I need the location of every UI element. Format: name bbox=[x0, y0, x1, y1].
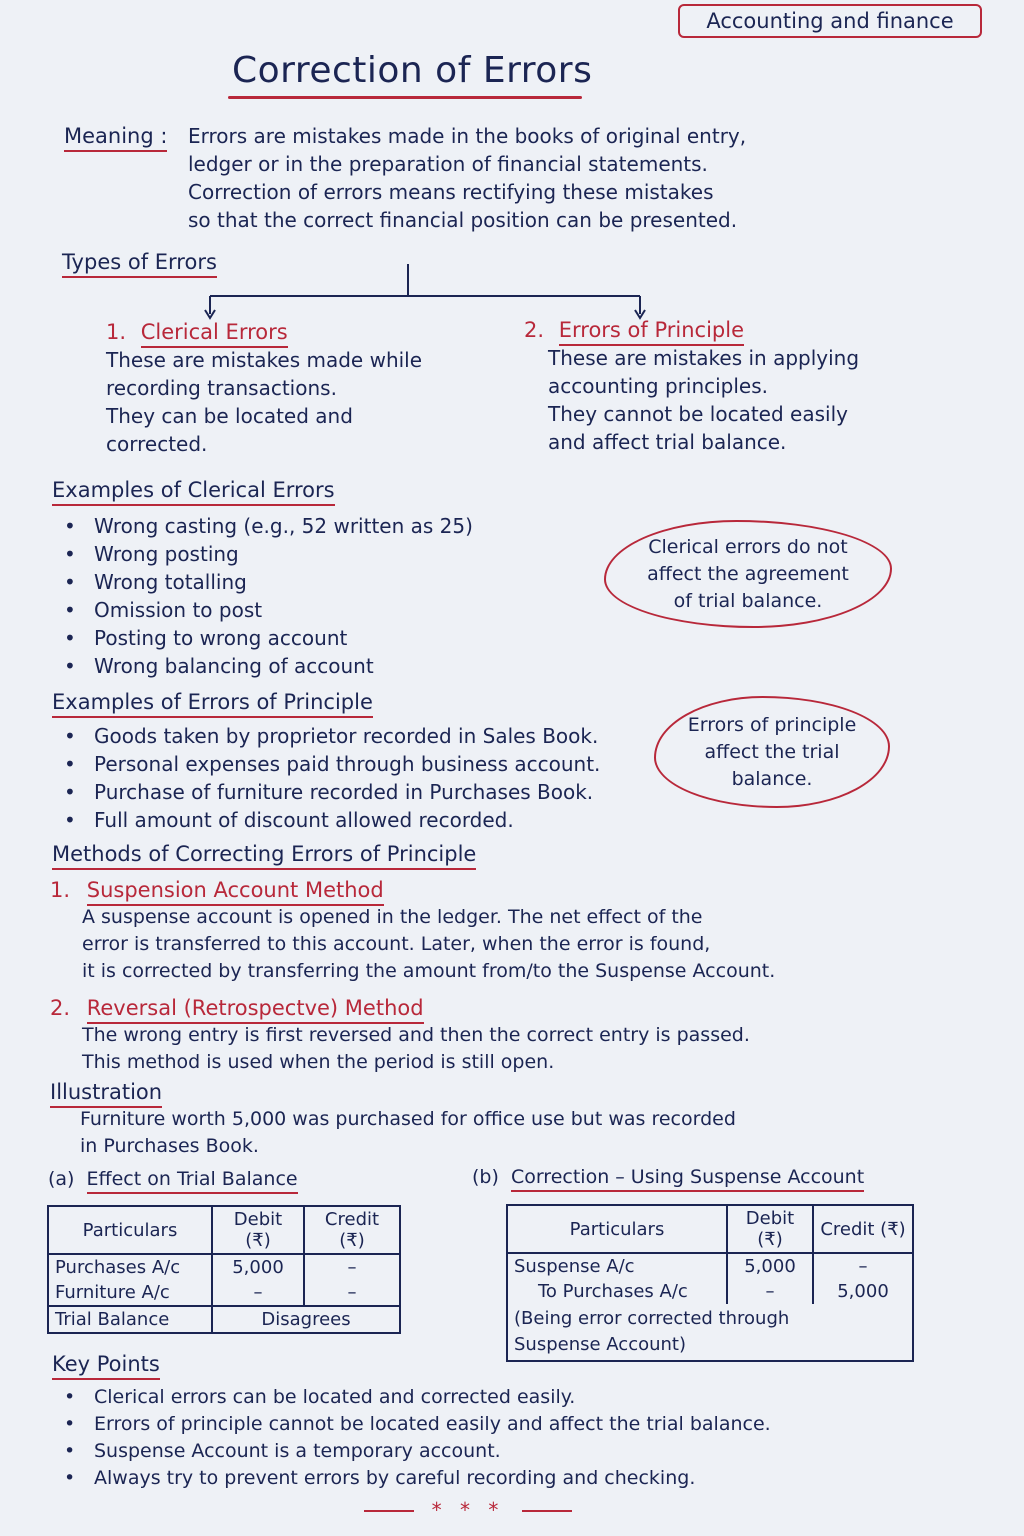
table-row bbox=[507, 1253, 913, 1279]
principle-line: and affect trial balance. bbox=[548, 430, 787, 454]
meaning-line: so that the correct financial position can be presented. bbox=[188, 208, 738, 232]
illustration-line: in Purchases Book. bbox=[80, 1135, 259, 1157]
list-item: • Clerical errors can be located and corrected easily. bbox=[52, 1384, 771, 1411]
list-item: • Omission to post bbox=[52, 596, 473, 624]
meaning-line: Correction of errors means rectifying these mistakes bbox=[188, 180, 714, 204]
table-a-prefix: (a) bbox=[48, 1168, 75, 1190]
principle-description bbox=[548, 344, 859, 456]
clerical-number: 1. bbox=[106, 320, 127, 344]
clerical-examples-heading bbox=[52, 478, 335, 502]
list-item: • Wrong balancing of account bbox=[52, 652, 473, 680]
trial-balance-table bbox=[47, 1205, 401, 1334]
meaning-line: Errors are mistakes made in the books of original entry, bbox=[188, 124, 747, 148]
table-cell: To Purchases A/c bbox=[507, 1279, 727, 1304]
title-underline bbox=[228, 96, 582, 99]
method-suspense bbox=[50, 878, 775, 985]
method-line: error is transferred to this account. Later, when the error is found, bbox=[82, 933, 711, 955]
table-cell: Trial Balance bbox=[48, 1306, 212, 1333]
principle-note-line: Errors of principle bbox=[687, 713, 857, 736]
column-header: Particulars bbox=[507, 1205, 727, 1253]
illustration-heading bbox=[50, 1080, 162, 1104]
clerical-description bbox=[106, 346, 422, 458]
table-cell: Furniture A/c bbox=[48, 1280, 212, 1306]
clerical-line: They can be located and bbox=[106, 404, 353, 428]
principle-note-line: affect the trial bbox=[704, 740, 840, 763]
principle-line: These are mistakes in applying bbox=[548, 346, 860, 370]
method-line: This method is used when the period is still open. bbox=[82, 1051, 555, 1073]
list-item: • Wrong casting (e.g., 52 written as 25) bbox=[52, 512, 473, 540]
list-item: • Wrong posting bbox=[52, 540, 473, 568]
method-suspense-description bbox=[82, 904, 775, 985]
clerical-line: corrected. bbox=[106, 432, 208, 456]
table-header-row bbox=[48, 1206, 400, 1254]
column-header: Credit (₹) bbox=[304, 1206, 400, 1254]
list-item: • Posting to wrong account bbox=[52, 624, 473, 652]
column-header: Debit (₹) bbox=[727, 1205, 813, 1253]
methods-heading-text: Methods of Correcting Errors of Principle bbox=[52, 842, 476, 870]
clerical-title-text: Clerical Errors bbox=[141, 320, 288, 348]
narration-line: (Being error corrected through bbox=[514, 1308, 790, 1329]
clerical-examples-heading-text: Examples of Clerical Errors bbox=[52, 478, 335, 506]
list-item: • Goods taken by proprietor recorded in Sales Book. bbox=[52, 722, 600, 750]
list-item: • Personal expenses paid through business account. bbox=[52, 750, 600, 778]
table-cell: 5,000 bbox=[813, 1279, 913, 1304]
meaning-label bbox=[64, 124, 167, 148]
list-item: • Always try to prevent errors by careful recording and checking. bbox=[52, 1465, 771, 1492]
table-cell: – bbox=[727, 1279, 813, 1304]
clerical-line: recording transactions. bbox=[106, 376, 337, 400]
types-branch-arrows bbox=[200, 262, 660, 322]
illustration-text bbox=[80, 1106, 736, 1160]
table-cell: Suspense A/c bbox=[507, 1253, 727, 1279]
table-cell: – bbox=[304, 1280, 400, 1306]
column-header: Particulars bbox=[48, 1206, 212, 1254]
method-reversal-description bbox=[82, 1022, 750, 1076]
table-b-heading bbox=[472, 1166, 864, 1188]
method-reversal-title bbox=[50, 996, 750, 1020]
table-row bbox=[48, 1254, 400, 1280]
footer-rule-left bbox=[364, 1510, 414, 1512]
narration-line: Suspense Account) bbox=[514, 1334, 686, 1355]
table-narration-row bbox=[507, 1304, 913, 1361]
clerical-note-line: of trial balance. bbox=[673, 589, 823, 612]
clerical-errors-title bbox=[106, 320, 422, 344]
principle-line: They cannot be located easily bbox=[548, 402, 848, 426]
table-cell: – bbox=[212, 1280, 304, 1306]
method-number: 2. bbox=[50, 996, 71, 1020]
clerical-examples-list bbox=[52, 512, 473, 680]
key-points-heading bbox=[52, 1352, 160, 1376]
table-cell: – bbox=[813, 1253, 913, 1279]
clerical-note-line: affect the agreement bbox=[647, 562, 849, 585]
method-number: 1. bbox=[50, 878, 71, 902]
list-item: • Full amount of discount allowed recorded. bbox=[52, 806, 600, 834]
method-line: it is corrected by transferring the amount from/to the Suspense Account. bbox=[82, 960, 776, 982]
table-cell: 5,000 bbox=[727, 1253, 813, 1279]
table-b-prefix: (b) bbox=[472, 1166, 499, 1188]
table-a-heading bbox=[48, 1168, 298, 1190]
clerical-note-line: Clerical errors do not bbox=[648, 535, 848, 558]
narration-cell bbox=[507, 1304, 913, 1361]
table-row bbox=[507, 1279, 913, 1304]
principle-errors-block bbox=[524, 318, 859, 456]
method-line: The wrong entry is first reversed and then the correct entry is passed. bbox=[82, 1024, 750, 1046]
key-points-heading-text: Key Points bbox=[52, 1352, 160, 1380]
principle-examples-heading bbox=[52, 690, 373, 714]
table-cell: 5,000 bbox=[212, 1254, 304, 1280]
method-suspense-title-text: Suspension Account Method bbox=[87, 878, 384, 906]
column-header: Debit (₹) bbox=[212, 1206, 304, 1254]
table-header-row bbox=[507, 1205, 913, 1253]
table-b-title: Correction – Using Suspense Account bbox=[511, 1166, 864, 1192]
principle-errors-title bbox=[524, 318, 859, 342]
method-reversal-title-text: Reversal (Retrospectve) Method bbox=[87, 996, 424, 1024]
clerical-errors-block bbox=[106, 320, 422, 458]
methods-heading bbox=[52, 842, 476, 866]
list-item: • Wrong totalling bbox=[52, 568, 473, 596]
table-cell: – bbox=[304, 1254, 400, 1280]
types-heading bbox=[62, 250, 217, 274]
column-header: Credit (₹) bbox=[813, 1205, 913, 1253]
meaning-line: ledger or in the preparation of financial statements. bbox=[188, 152, 708, 176]
list-item: • Errors of principle cannot be located easily and affect the trial balance. bbox=[52, 1411, 771, 1438]
method-reversal bbox=[50, 996, 750, 1076]
principle-title-text: Errors of Principle bbox=[559, 318, 744, 346]
principle-examples-heading-text: Examples of Errors of Principle bbox=[52, 690, 373, 718]
table-row bbox=[48, 1280, 400, 1306]
list-item: • Suspense Account is a temporary account. bbox=[52, 1438, 771, 1465]
clerical-note-cloud bbox=[604, 520, 892, 628]
method-line: A suspense account is opened in the ledger. The net effect of the bbox=[82, 906, 703, 928]
principle-number: 2. bbox=[524, 318, 545, 342]
table-total-row bbox=[48, 1306, 400, 1333]
footer-rule-right bbox=[522, 1510, 572, 1512]
table-a-title: Effect on Trial Balance bbox=[87, 1168, 298, 1194]
principle-note-cloud bbox=[654, 696, 890, 808]
meaning-text bbox=[188, 122, 746, 234]
principle-line: accounting principles. bbox=[548, 374, 768, 398]
table-cell: Disagrees bbox=[212, 1306, 400, 1333]
method-suspense-title bbox=[50, 878, 775, 902]
clerical-line: These are mistakes made while bbox=[106, 348, 423, 372]
footer-ornament: * * * bbox=[431, 1498, 505, 1522]
key-points-list bbox=[52, 1384, 771, 1492]
list-item: • Purchase of furniture recorded in Purchases Book. bbox=[52, 778, 600, 806]
types-heading-text: Types of Errors bbox=[62, 250, 217, 278]
principle-note-line: balance. bbox=[731, 767, 813, 790]
illustration-line: Furniture worth 5,000 was purchased for office use but was recorded bbox=[80, 1108, 736, 1130]
page-title: Correction of Errors bbox=[232, 50, 593, 91]
principle-examples-list bbox=[52, 722, 600, 834]
table-cell: Purchases A/c bbox=[48, 1254, 212, 1280]
meaning-label-text: Meaning : bbox=[64, 124, 167, 152]
subject-tag: Accounting and finance bbox=[678, 4, 982, 38]
suspense-correction-table bbox=[506, 1204, 914, 1362]
illustration-heading-text: Illustration bbox=[50, 1080, 162, 1108]
